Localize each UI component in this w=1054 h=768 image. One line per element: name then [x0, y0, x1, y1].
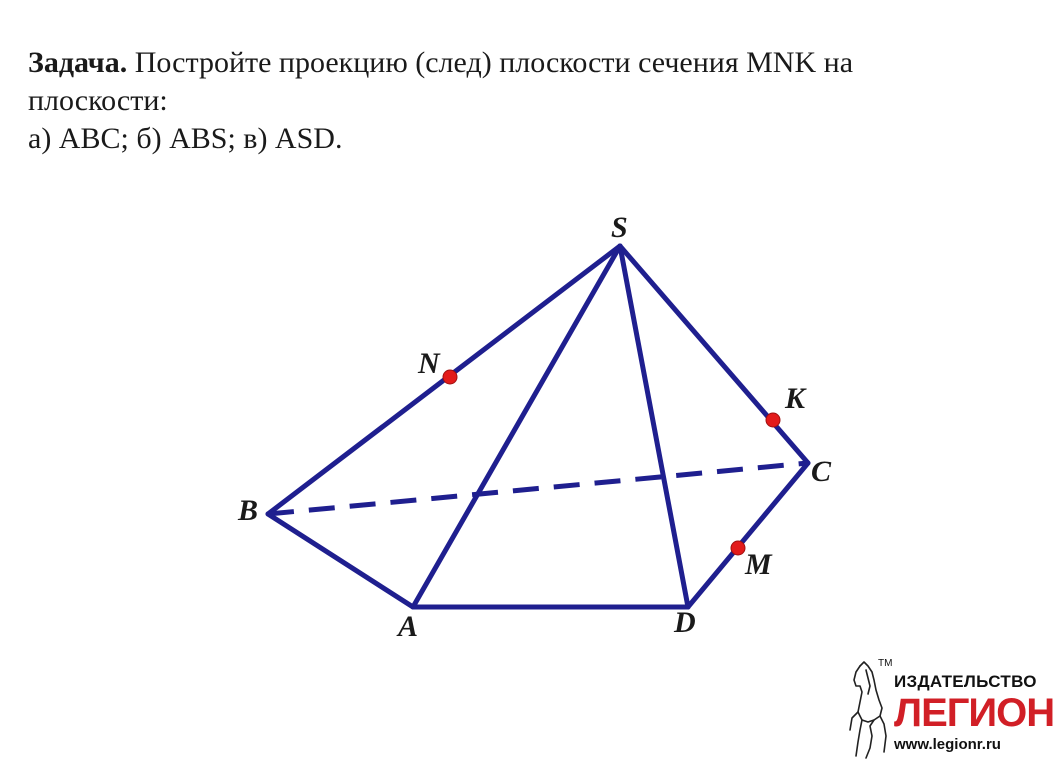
publisher-logo [846, 656, 1054, 760]
label-D: D [674, 606, 696, 639]
label-S: S [611, 211, 628, 244]
logo-publisher-text: ИЗДАТЕЛЬСТВО [894, 672, 1037, 691]
edge-BA [268, 514, 413, 607]
horse-icon [846, 660, 892, 760]
edge-SA [413, 246, 620, 607]
label-C: C [811, 455, 832, 488]
label-M: M [745, 548, 772, 581]
label-A: A [398, 610, 419, 643]
point-N [443, 370, 457, 384]
task-label: Задача. [28, 46, 128, 79]
label-N: N [418, 347, 440, 380]
logo-url: www.legionr.ru [894, 736, 1001, 753]
edge-BC-hidden [268, 463, 808, 514]
edge-SC [620, 246, 808, 463]
task-line1-text: Постройте проекцию (след) плоскости сечения MNK на [134, 46, 854, 79]
edge-SD [620, 246, 688, 607]
logo-brand: ЛЕГИОН [894, 691, 1054, 735]
logo-tm: TM [878, 658, 893, 669]
point-M [731, 541, 745, 555]
label-B: B [238, 494, 259, 527]
label-K: K [785, 382, 806, 415]
point-K [766, 413, 780, 427]
task-line-2: плоскости: [28, 84, 168, 117]
edge-DC [688, 463, 808, 607]
task-line-3: а) ABC; б) ABS; в) ASD. [28, 122, 343, 155]
